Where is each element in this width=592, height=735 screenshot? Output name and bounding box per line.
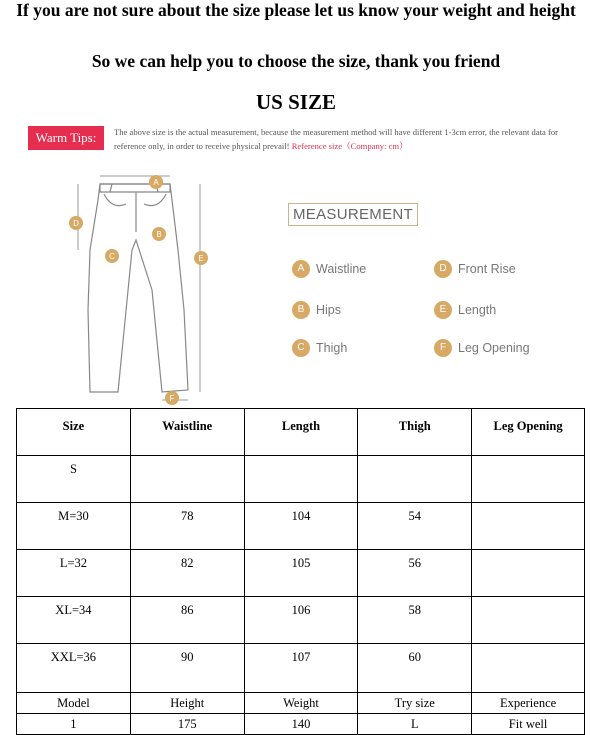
table-cell — [472, 503, 585, 550]
tips-reference: Reference size（Company: cm） — [291, 141, 408, 151]
size-table — [16, 408, 585, 735]
legend-item-waistline — [292, 260, 366, 278]
model-cell: 175 — [130, 714, 244, 735]
table-cell: 78 — [130, 503, 244, 550]
warm-tips-badge: Warm Tips: — [28, 126, 104, 150]
table-cell: 86 — [130, 597, 244, 644]
table-cell: 90 — [130, 644, 244, 693]
model-cell: Fit well — [472, 714, 585, 735]
table-cell: XXL=36 — [17, 644, 131, 693]
label-a-icon: A — [292, 260, 310, 278]
model-table-header — [17, 693, 585, 714]
legend-label: Thigh — [316, 341, 348, 355]
tips-body: The above size is the actual measurement, because the measurement method will have different 1-3cm error, the relevant data for reference only, in order to receive physical prevail! — [114, 127, 559, 151]
table-cell: 58 — [358, 597, 472, 644]
table-cell: XL=34 — [17, 597, 131, 644]
table-row — [17, 597, 585, 644]
model-row — [17, 714, 585, 735]
model-header-cell: Weight — [244, 693, 358, 714]
table-cell: 104 — [244, 503, 358, 550]
legend-label: Front Rise — [458, 262, 516, 276]
pocket-icon — [104, 194, 126, 206]
table-cell: S — [17, 456, 131, 503]
legend-item-front-rise — [434, 260, 516, 278]
model-header-cell: Experience — [472, 693, 585, 714]
diagram-label-b: B — [156, 230, 162, 239]
model-header-cell: Model — [17, 693, 131, 714]
table-cell — [130, 456, 244, 503]
header-cell: Waistline — [130, 409, 244, 456]
model-cell: L — [358, 714, 472, 735]
diagram-label-e: E — [198, 254, 204, 263]
label-c-icon: C — [292, 339, 310, 357]
label-e-icon: E — [434, 301, 452, 319]
label-f-icon: F — [434, 339, 452, 357]
legend-label: Waistline — [316, 262, 367, 276]
table-cell — [472, 550, 585, 597]
legend-item-hips — [292, 301, 341, 319]
table-cell: 54 — [358, 503, 472, 550]
diagram-label-a: A — [153, 178, 159, 187]
pants-diagram — [60, 170, 220, 410]
notice-line-2: So we can help you to choose the size, thank you friend — [91, 51, 501, 71]
table-cell — [472, 456, 585, 503]
table-cell: 107 — [244, 644, 358, 693]
table-row — [17, 503, 585, 550]
table-cell: 105 — [244, 550, 358, 597]
notice-line-1: If you are not sure about the size please let us know your weight and height — [16, 0, 576, 20]
diagram-label-d: D — [73, 219, 79, 228]
header-cell: Thigh — [358, 409, 472, 456]
table-cell — [244, 456, 358, 503]
header-cell: Leg Opening — [472, 409, 585, 456]
table-cell: 106 — [244, 597, 358, 644]
table-cell: 60 — [358, 644, 472, 693]
table-row — [17, 550, 585, 597]
header-cell: Length — [244, 409, 358, 456]
table-cell — [358, 456, 472, 503]
model-cell: 140 — [244, 714, 358, 735]
diagram-label-c: C — [109, 252, 115, 261]
legend-label: Hips — [316, 303, 342, 317]
legend-label: Leg Opening — [458, 341, 530, 355]
model-cell: 1 — [17, 714, 131, 735]
table-cell: 56 — [358, 550, 472, 597]
legend-item-length — [434, 301, 496, 319]
measurement-title: MEASUREMENT — [288, 203, 418, 226]
pocket-icon — [144, 194, 166, 206]
diagram-label-f: F — [169, 394, 175, 403]
table-cell: 82 — [130, 550, 244, 597]
legend-item-leg-opening — [434, 339, 530, 357]
table-cell — [472, 597, 585, 644]
table-cell: L=32 — [17, 550, 131, 597]
legend-label: Length — [458, 303, 497, 317]
label-b-icon: B — [292, 301, 310, 319]
label-d-icon: D — [434, 260, 452, 278]
table-row — [17, 644, 585, 693]
header-cell: Size — [17, 409, 131, 456]
table-cell: M=30 — [17, 503, 131, 550]
page-title: US SIZE — [256, 90, 336, 114]
table-cell — [472, 644, 585, 693]
model-header-cell: Try size — [358, 693, 472, 714]
legend-item-thigh — [292, 339, 347, 357]
warm-tips-text — [114, 125, 584, 153]
model-header-cell: Height — [130, 693, 244, 714]
size-table-header — [17, 409, 585, 456]
table-row — [17, 456, 585, 503]
pants-outline-icon — [88, 184, 188, 392]
